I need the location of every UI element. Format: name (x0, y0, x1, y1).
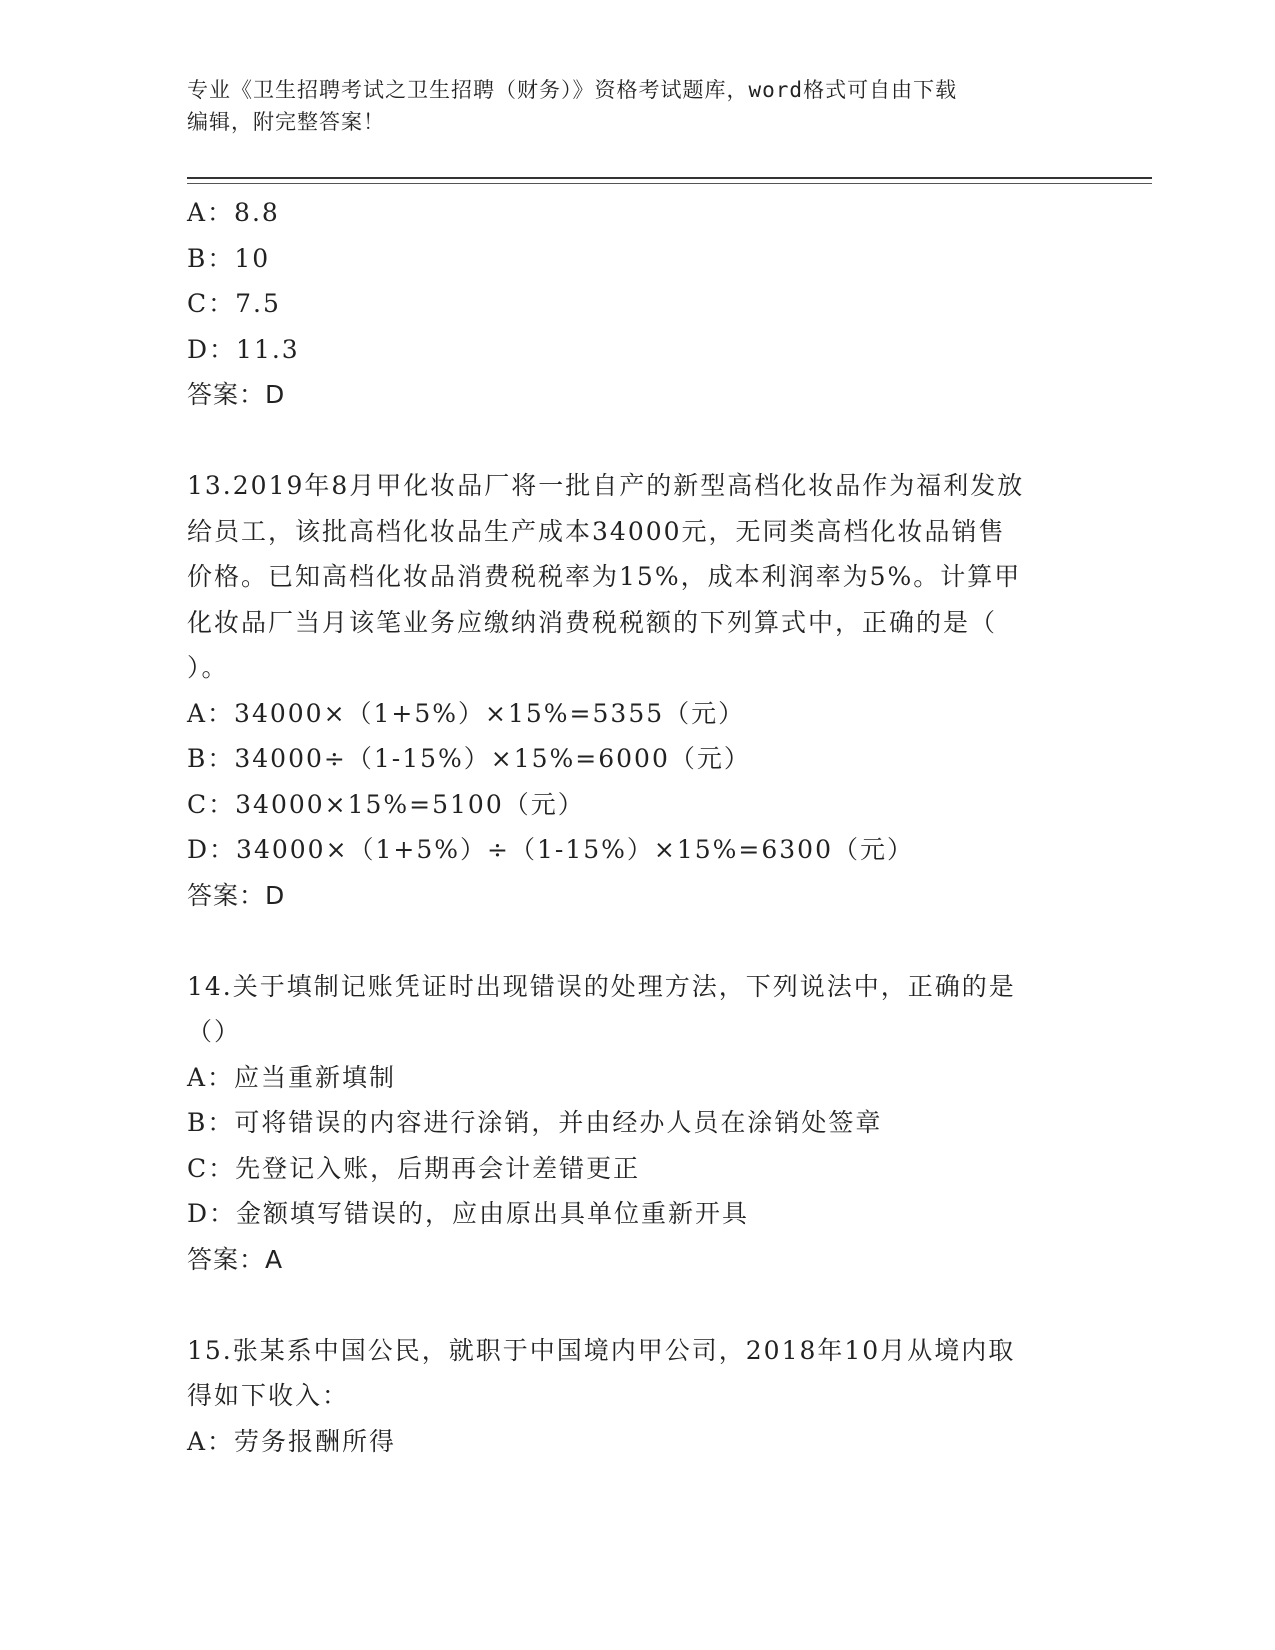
option-a: A：34000×（1+5%）×15%=5355（元） (187, 698, 746, 728)
option-a: A：劳务报酬所得 (187, 1426, 397, 1456)
option-d: D：金额填写错误的，应由原出具单位重新开具 (187, 1199, 750, 1228)
question-text-line: ）。 (187, 653, 229, 682)
option-b: B：34000÷（1-15%）×15%=6000（元） (187, 744, 751, 773)
option-b: B：10 (187, 243, 271, 273)
spacer (187, 918, 1087, 964)
option-c: C：7.5 (187, 289, 281, 318)
question-text-line: （） (187, 1017, 242, 1046)
question-14 (187, 964, 1087, 1283)
question-15 (187, 1328, 1087, 1465)
spacer (187, 418, 1087, 464)
option-d: D：11.3 (187, 334, 300, 364)
option-b: B：可将错误的内容进行涂销，并由经办人员在涂销处签章 (187, 1108, 883, 1137)
header-divider-thick (187, 177, 1152, 179)
option-c: C：先登记入账，后期再会计差错更正 (187, 1153, 641, 1183)
option-c: C：34000×15%=5100（元） (187, 789, 585, 819)
document-header (187, 74, 1067, 138)
question-text-line: 价格。已知高档化妆品消费税税率为15%，成本利润率为5%。计算甲 (187, 562, 1022, 591)
answer: 答案：D (187, 380, 286, 409)
header-divider-thin (187, 183, 1152, 184)
question-13 (187, 463, 1087, 918)
answer: 答案：D (187, 880, 286, 910)
option-a: A：应当重新填制 (187, 1062, 397, 1092)
answer: 答案：A (187, 1244, 284, 1274)
question-text-line: 化妆品厂当月该笔业务应缴纳消费税税额的下列算式中，正确的是（ (187, 607, 998, 637)
option-a: A：8.8 (187, 198, 280, 227)
question-text-line: 给员工，该批高档化妆品生产成本34000元，无同类高档化妆品销售 (187, 516, 1006, 546)
question-text-line: 得如下收入： (187, 1381, 350, 1410)
question-text-line: 14.关于填制记账凭证时出现错误的处理方法，下列说法中，正确的是 (187, 971, 1016, 1001)
header-line-2: 编辑，附完整答案！ (187, 110, 385, 134)
spacer (187, 1282, 1087, 1328)
question-text-line: 15.张某系中国公民，就职于中国境内甲公司，2018年10月从境内取 (187, 1335, 1016, 1365)
question-content (187, 190, 1087, 1464)
question-12 (187, 190, 1087, 418)
option-d: D：34000×（1+5%）÷（1-15%）×15%=6300（元） (187, 835, 914, 864)
question-text-line: 13.2019年8月甲化妆品厂将一批自产的新型高档化妆品作为福利发放 (187, 471, 1025, 500)
header-line-1: 专业《卫生招聘考试之卫生招聘（财务）》资格考试题库，word格式可自由下载 (187, 78, 958, 102)
